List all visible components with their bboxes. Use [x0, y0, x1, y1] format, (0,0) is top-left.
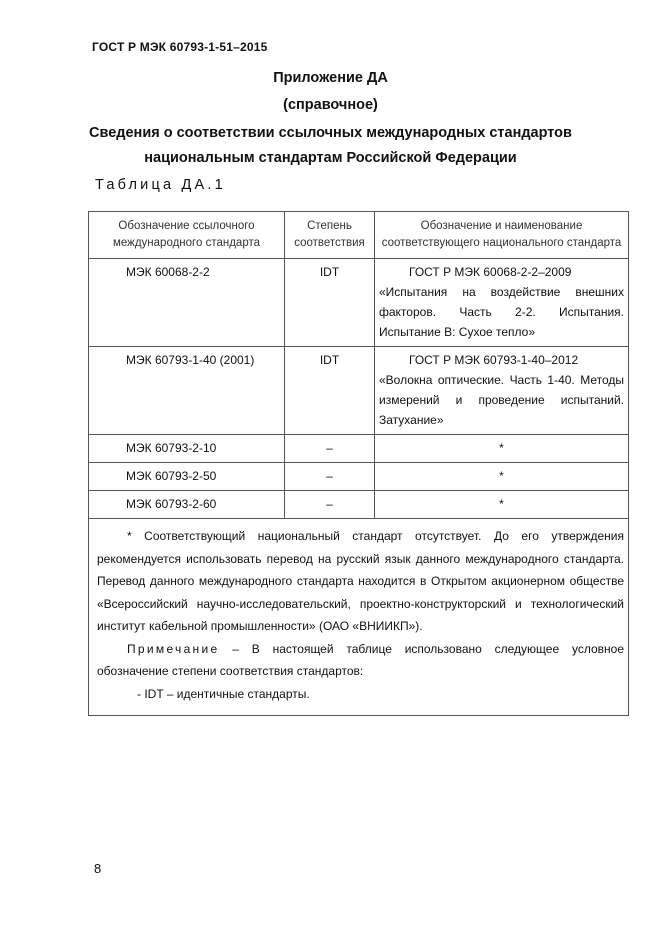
annex-subtitle: (справочное) [283, 97, 378, 113]
intl-standard-cell: МЭК 60793-2-60 [89, 491, 285, 519]
national-standard-cell: * [375, 491, 629, 519]
correspondence-table [88, 211, 629, 716]
table-row [89, 259, 629, 347]
header-national-standard: Обозначение и наименование соответствующего национального стандарта [375, 212, 629, 259]
note-label: Примечание [127, 641, 220, 656]
national-standard-cell: * [375, 435, 629, 463]
degree-cell: – [285, 435, 375, 463]
intl-standard-cell: МЭК 60793-2-50 [89, 463, 285, 491]
annex-heading-line-1: Сведения о соответствии ссылочных международных стандартов [89, 125, 572, 141]
national-standard-cell [375, 259, 629, 347]
note-text: – В настоящей таблице использовано следующее условное обозначение степени соответствия стандартов: [97, 641, 624, 678]
national-standard-cell: * [375, 463, 629, 491]
table-notes-row [89, 519, 629, 716]
header-degree: Степень соответствия [285, 212, 375, 259]
national-standard-code: ГОСТ Р МЭК 60793-1-40–2012 [409, 353, 579, 367]
degree-cell: IDT [285, 259, 375, 347]
table-row [89, 347, 629, 435]
intl-standard-cell: МЭК 60068-2-2 [89, 259, 285, 347]
table-header-row [89, 212, 629, 259]
table-row [89, 491, 629, 519]
national-standard-title: «Испытания на воздействие внешних факторов. Часть 2-2. Испытания. Испытание В: Сухое тепло» [379, 285, 624, 339]
annex-heading-line-2: национальным стандартам Российской Федерации [144, 150, 517, 166]
table-notes [89, 519, 629, 716]
intl-standard-cell: МЭК 60793-1-40 (2001) [89, 347, 285, 435]
degree-cell: – [285, 491, 375, 519]
table-row [89, 435, 629, 463]
annex-title: Приложение ДА [273, 70, 388, 86]
header-international-standard: Обозначение ссылочного международного стандарта [89, 212, 285, 259]
document-code-header: ГОСТ Р МЭК 60793-1-51–2015 [92, 40, 268, 54]
degree-cell: – [285, 463, 375, 491]
note-list-item: - IDT – идентичные стандарты. [137, 686, 310, 701]
table-caption: Таблица ДА.1 [95, 177, 226, 193]
national-standard-cell [375, 347, 629, 435]
national-standard-title: «Волокна оптические. Часть 1-40. Методы измерений и проведение испытаний. Затухание» [379, 373, 624, 427]
intl-standard-cell: МЭК 60793-2-10 [89, 435, 285, 463]
degree-cell: IDT [285, 347, 375, 435]
national-standard-code: ГОСТ Р МЭК 60068-2-2–2009 [409, 265, 572, 279]
note-paragraph [97, 638, 624, 683]
footnote-text: * Соответствующий национальный стандарт отсутствует. До его утверждения рекомендуется использовать перевод на русский язык данного международного стандарта. Перевод данного международного стандарта находится в Открытом акционерном обществе «Всероссийский научно-исследовательский, проектно-конструкторский и технологический институт кабельной промышленности» (ОАО «ВНИИКП»). [97, 529, 624, 633]
table-row [89, 463, 629, 491]
page-number: 8 [94, 861, 102, 876]
